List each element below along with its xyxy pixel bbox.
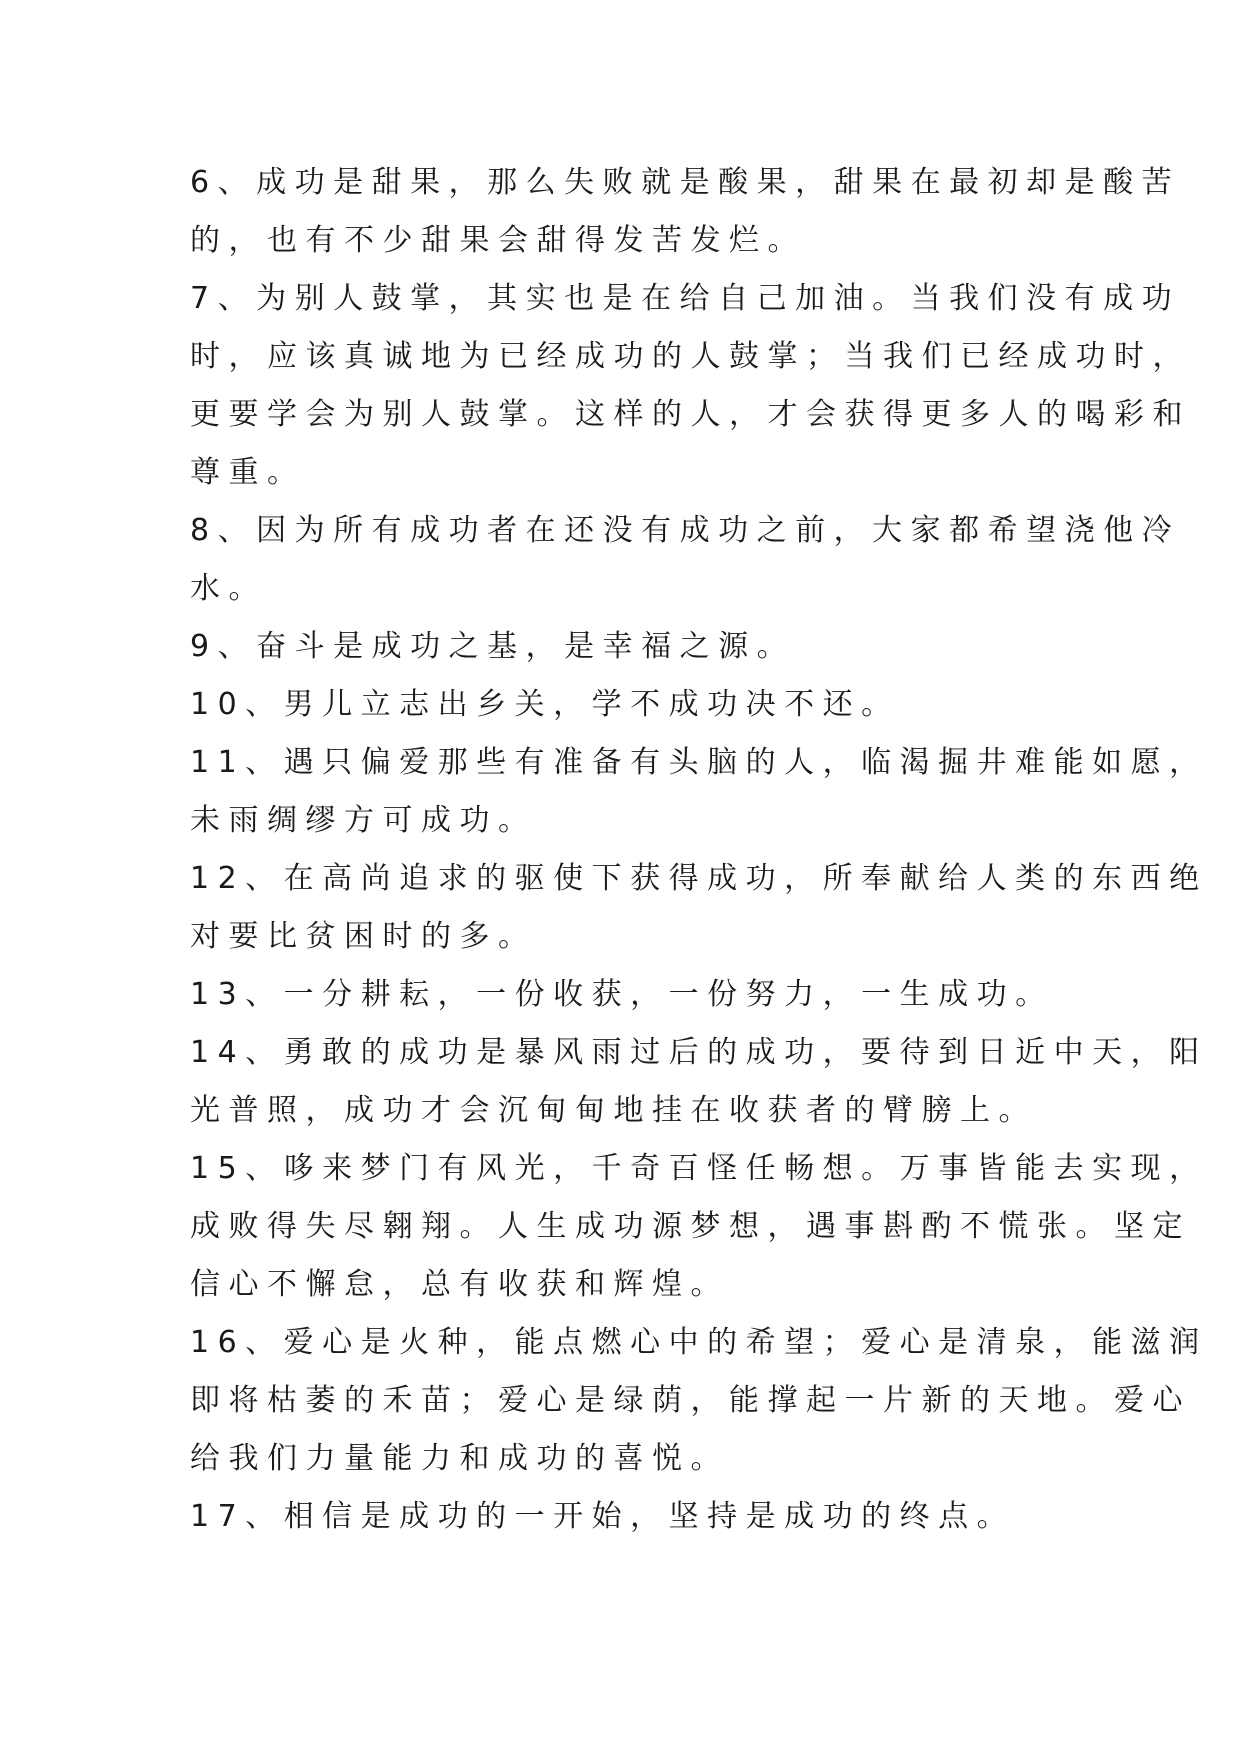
text-line: 成败得失尽翱翔。人生成功源梦想，遇事斟酌不慌张。坚定: [190, 1209, 1191, 1244]
text-line: 15、哆来梦门有风光，千奇百怪任畅想。万事皆能去实现，: [190, 1151, 1208, 1186]
text-line: 9、奋斗是成功之基，是幸福之源。: [190, 629, 796, 664]
text-line: 给我们力量能力和成功的喜悦。: [190, 1441, 729, 1476]
text-line: 对要比贫困时的多。: [190, 919, 537, 954]
text-line: 8、因为所有成功者在还没有成功之前，大家都希望浇他冷: [190, 513, 1181, 548]
text-line: 13、一分耕耘，一份收获，一份努力，一生成功。: [190, 977, 1054, 1012]
text-line: 的，也有不少甜果会甜得发苦发烂。: [190, 223, 806, 258]
text-line: 16、爱心是火种，能点燃心中的希望；爱心是清泉，能滋润: [190, 1325, 1208, 1360]
text-line: 6、成功是甜果，那么失败就是酸果，甜果在最初却是酸苦: [190, 165, 1181, 200]
text-line: 水。: [190, 571, 267, 606]
text-line: 尊重。: [190, 455, 306, 490]
text-line: 更要学会为别人鼓掌。这样的人，才会获得更多人的喝彩和: [190, 397, 1191, 432]
text-line: 10、男儿立志出乡关，学不成功决不还。: [190, 687, 900, 722]
text-line: 14、勇敢的成功是暴风雨过后的成功，要待到日近中天，阳: [190, 1035, 1208, 1070]
text-line: 17、相信是成功的一开始，坚持是成功的终点。: [190, 1499, 1016, 1534]
text-line: 即将枯萎的禾苗；爱心是绿荫，能撑起一片新的天地。爱心: [190, 1383, 1191, 1418]
text-line: 未雨绸缪方可成功。: [190, 803, 537, 838]
text-line: 11、遇只偏爱那些有准备有头脑的人，临渴掘井难能如愿，: [190, 745, 1208, 780]
text-line: 时，应该真诚地为已经成功的人鼓掌；当我们已经成功时，: [190, 339, 1191, 374]
text-line: 7、为别人鼓掌，其实也是在给自己加油。当我们没有成功: [190, 281, 1181, 316]
text-line: 光普照，成功才会沉甸甸地挂在收获者的臂膀上。: [190, 1093, 1037, 1128]
text-line: 信心不懈怠，总有收获和辉煌。: [190, 1267, 729, 1302]
document-body: [190, 154, 1208, 1546]
text-line: 12、在高尚追求的驱使下获得成功，所奉献给人类的东西绝: [190, 861, 1208, 896]
